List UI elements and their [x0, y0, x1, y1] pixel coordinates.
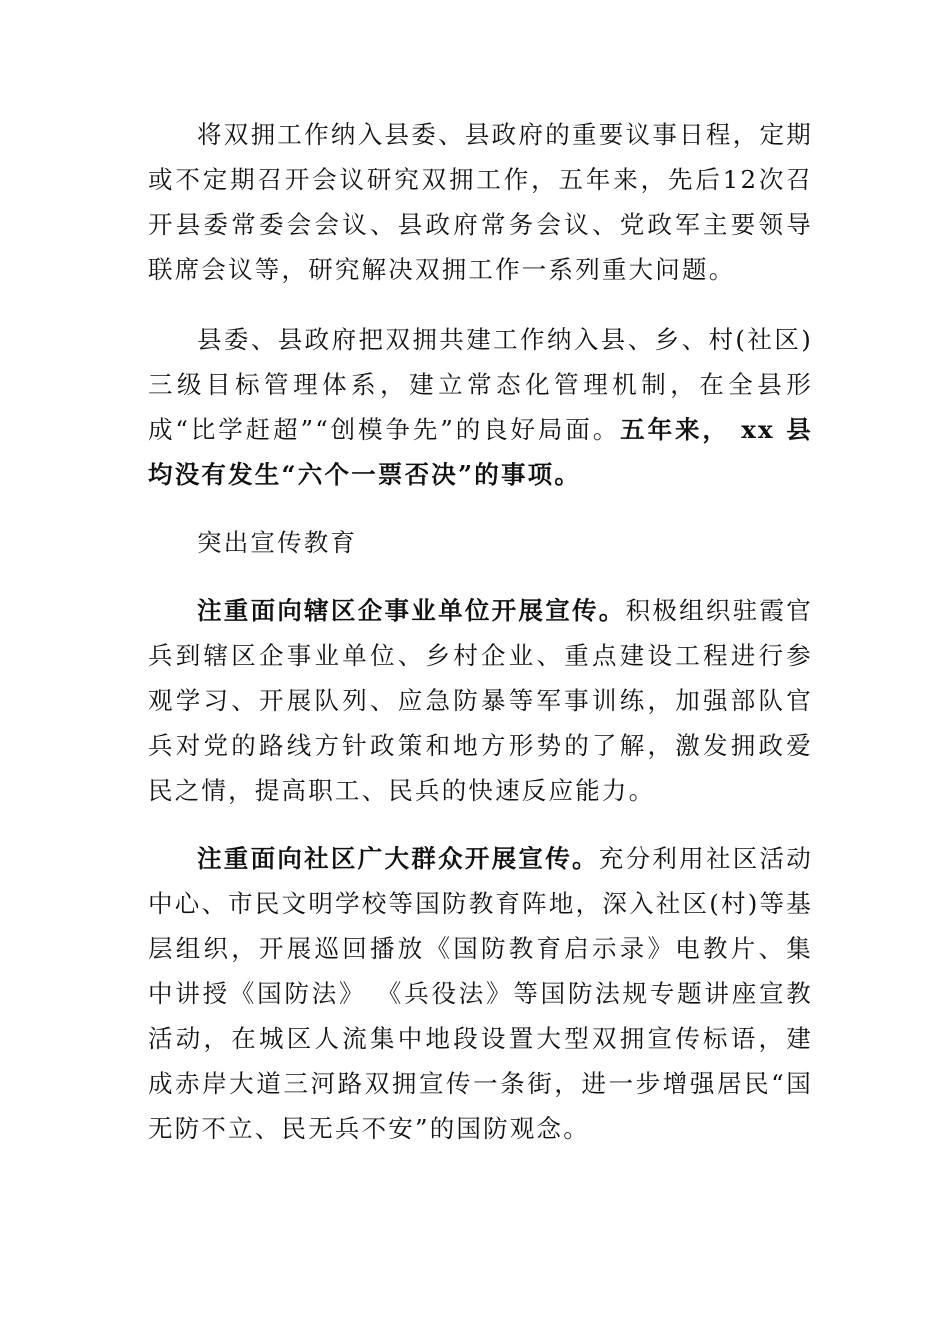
paragraph-text: 充分利用社区活动中心、市民文明学校等国防教育阵地，深入社区(村)等基层组织，开展巡回播放《国防教育启示录》电教片、集中讲授《国防法》 《兵役法》等国防法规专题讲座宣教活动，在城区人流集中地段设置大型双拥宣传标语，建成赤岸大道三河路双拥宣传一条街，进一步增强居民“国无防不立、民无兵不安”的国防观念。: [148, 844, 813, 1143]
paragraph-dual-support-agenda: [148, 112, 813, 292]
paragraph-text: 将双拥工作纳入县委、县政府的重要议事日程，定期或不定期召开会议研究双拥工作，五年来，先后12次召开县委常委会会议、县政府常务会议、党政军主要领导联席会议等，研究解决双拥工作一系列重大问题。: [148, 120, 813, 284]
paragraph-target-management: [148, 317, 813, 497]
paragraph-text: 县委、县政府把双拥共建工作纳入县、乡、村(社区)三级目标管理体系，建立常态化管理机制，在全县形成“比学赶超”“创模争先”的良好局面。: [148, 325, 813, 444]
paragraph-lead-in: 注重面向辖区企事业单位开展宣传。: [197, 596, 626, 625]
section-heading: 突出宣传教育: [197, 528, 358, 557]
document-page: [148, 112, 813, 1175]
paragraph-community-publicity: [148, 836, 813, 1151]
paragraph-text: 积极组织驻霞官兵到辖区企事业单位、乡村企业、重点建设工程进行参观学习、开展队列、应急防暴等军事训练，加强部队官兵对党的路线方针政策和地方形势的了解，激发拥政爱民之情，提高职工、民兵的快速反应能力。: [148, 596, 813, 805]
paragraph-enterprise-publicity: [148, 588, 813, 813]
paragraph-lead-in: 注重面向社区广大群众开展宣传。: [197, 844, 599, 873]
paragraph-bold-statement: 五年来， xx 县均没有发生“六个一票否决”的事项。: [148, 415, 813, 489]
